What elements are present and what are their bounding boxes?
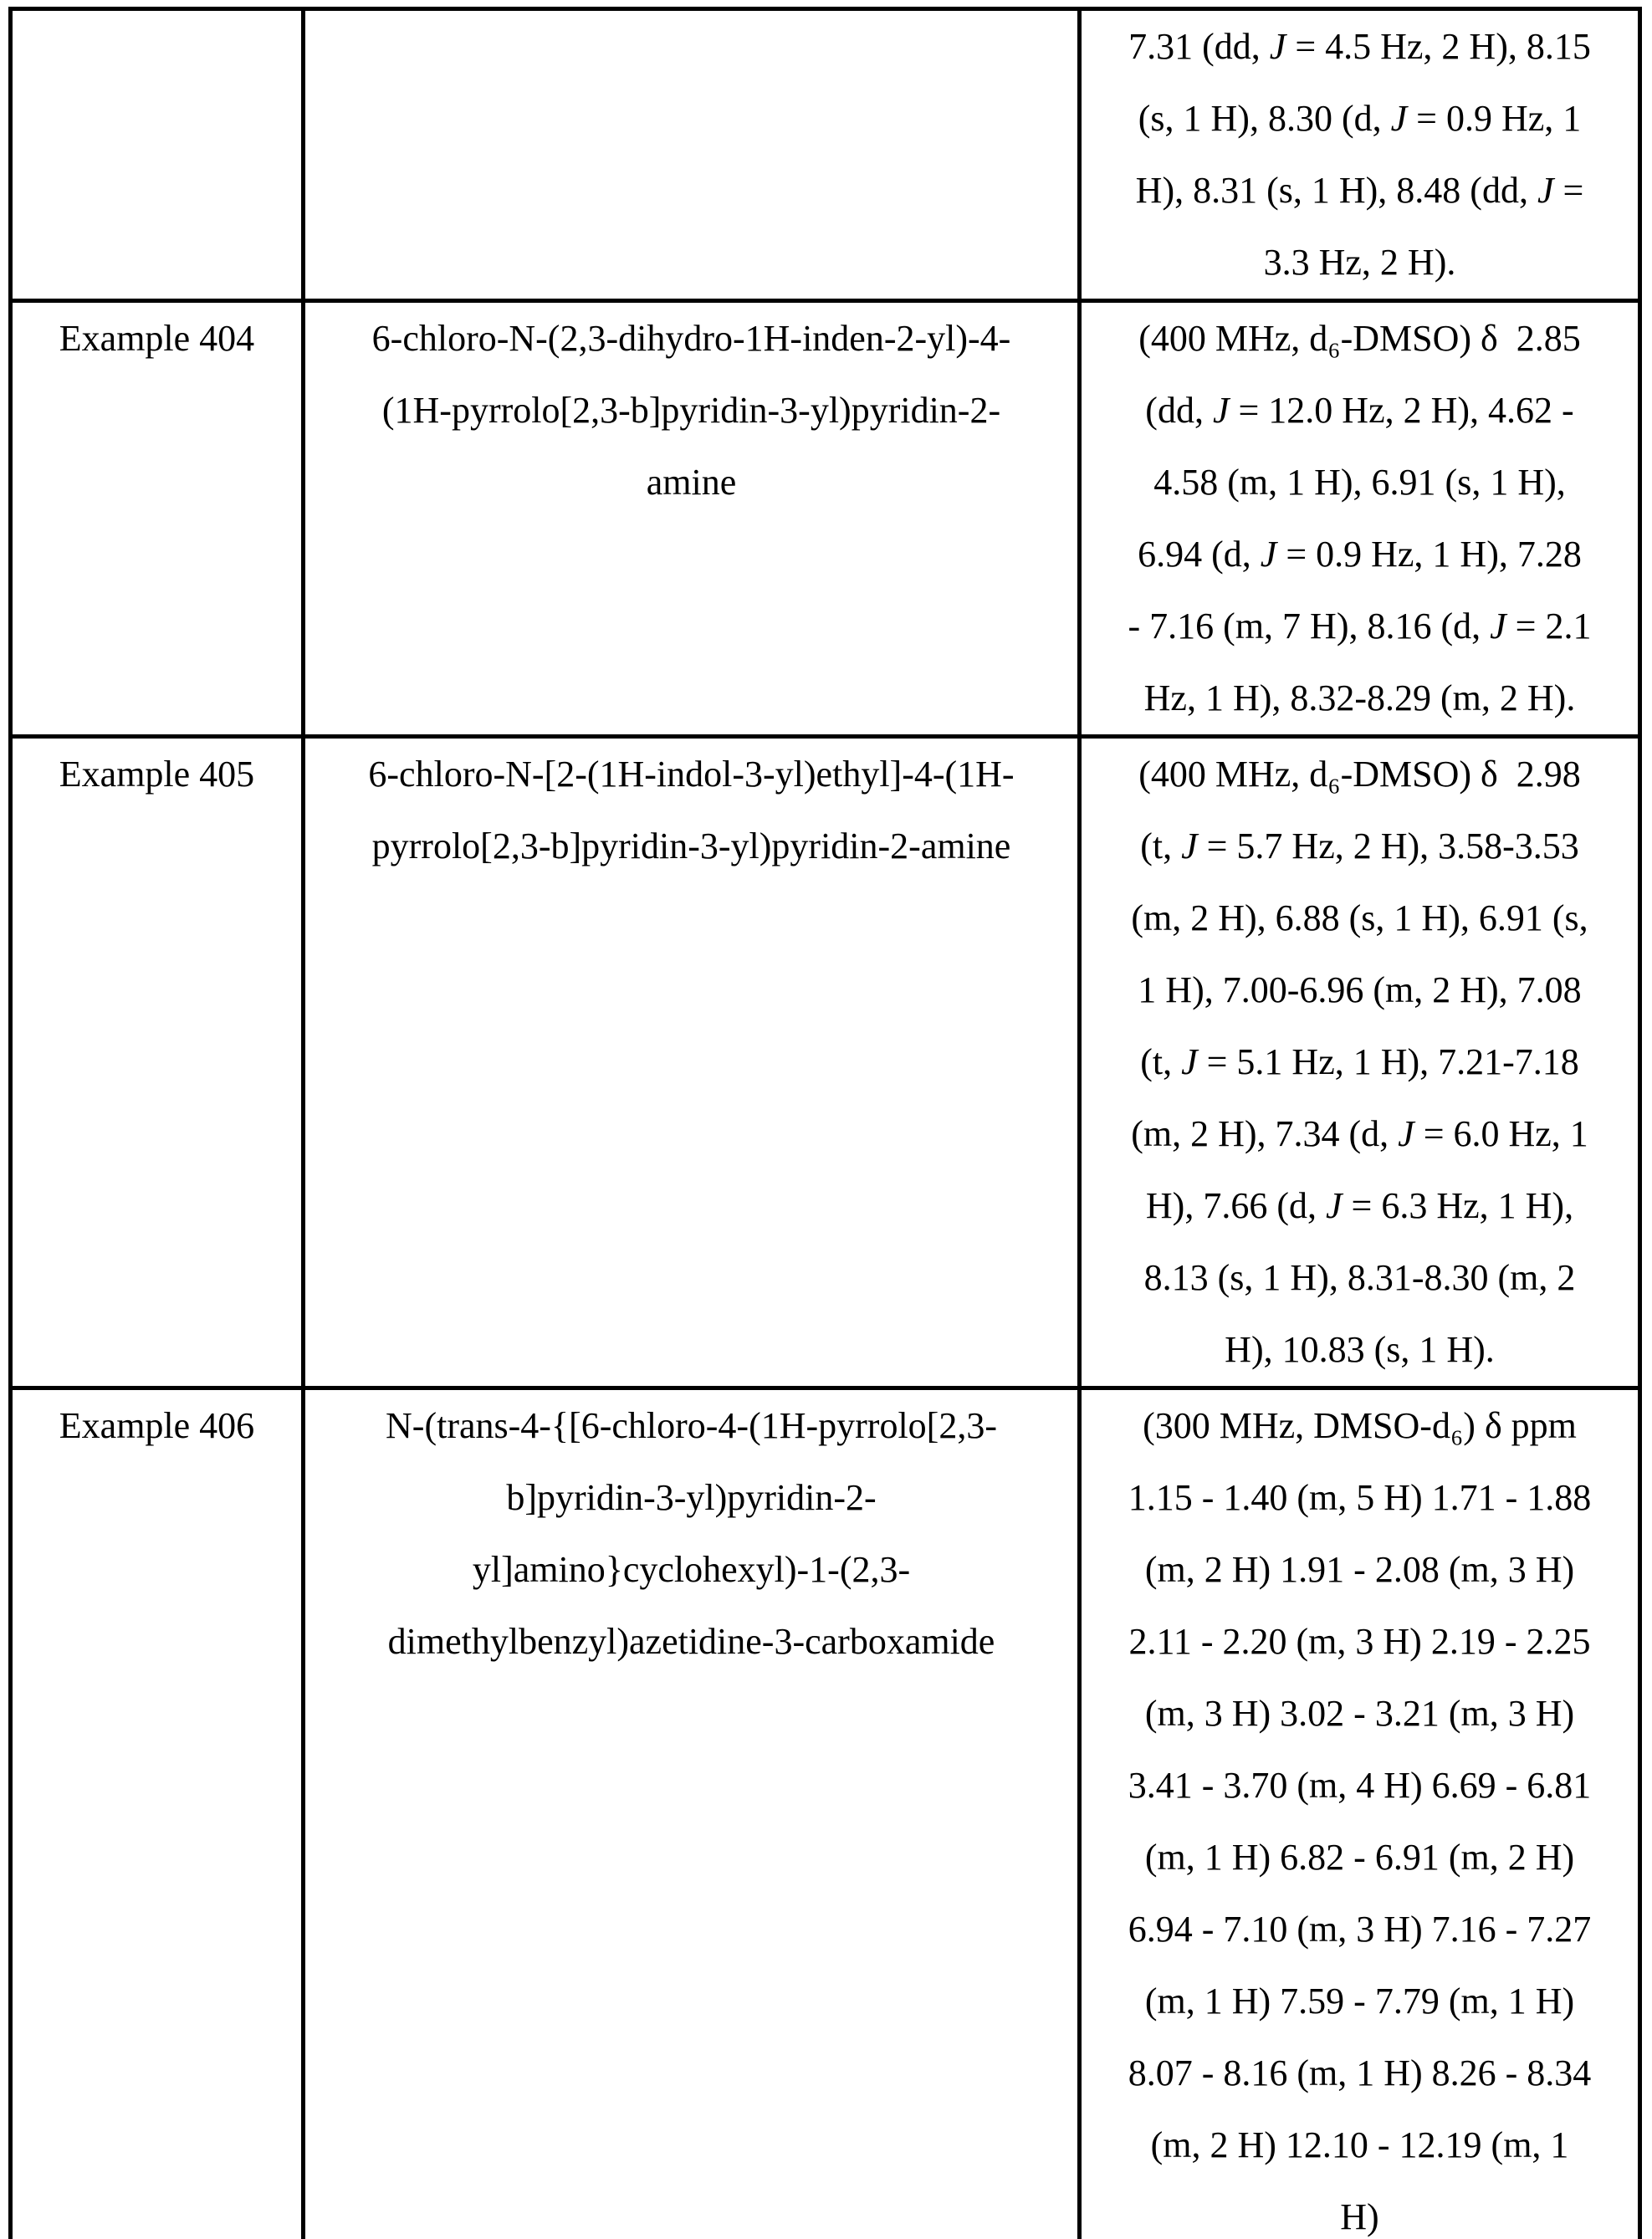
compound-name-cell: 6-chloro-N-[2-(1H-indol-3-yl)ethyl]-4-(1H- pyrrolo[2,3-b]pyridin-3-yl)pyridin-2-amine: [304, 737, 1080, 1388]
example-cell: Example 406: [11, 1388, 304, 2239]
table-row-example-406: [11, 1388, 1640, 2239]
example-cell: [11, 9, 304, 301]
compound-name-cell: 6-chloro-N-(2,3-dihydro-1H-inden-2-yl)-4- (1H-pyrrolo[2,3-b]pyridin-3-yl)pyridin-2- amine: [304, 301, 1080, 737]
table-row-example-404: [11, 301, 1640, 737]
nmr-examples-table: [8, 7, 1642, 2239]
example-cell: Example 405: [11, 737, 304, 1388]
example-cell: Example 404: [11, 301, 304, 737]
compound-name-cell: N-(trans-4-{[6-chloro-4-(1H-pyrrolo[2,3- b]pyridin-3-yl)pyridin-2- yl]amino}cyclohexyl)-1-(2,3- dimethylbenzyl)azetidine-3-carboxamide: [304, 1388, 1080, 2239]
compound-name-cell: [304, 9, 1080, 301]
nmr-data-cell: (400 MHz, d₆-DMSO) δ 2.98 (t, J = 5.7 Hz, 2 H), 3.58-3.53 (m, 2 H), 6.88 (s, 1 H), 6.91 (s, 1 H), 7.00-6.96 (m, 2 H), 7.08 (t, J = 5.1 Hz, 1 H), 7.21-7.18 (m, 2 H), 7.34 (d, J = 6.0 Hz, 1 H), 7.66 (d, J = 6.3 Hz, 1 H), 8.13 (s, 1 H), 8.31-8.30 (m, 2 H), 10.83 (s, 1 H).: [1080, 737, 1640, 1388]
table-row-example-405: [11, 737, 1640, 1388]
nmr-data-cell: (400 MHz, d₆-DMSO) δ 2.85 (dd, J = 12.0 Hz, 2 H), 4.62 - 4.58 (m, 1 H), 6.91 (s, 1 H), 6.94 (d, J = 0.9 Hz, 1 H), 7.28 - 7.16 (m, 7 H), 8.16 (d, J = 2.1 Hz, 1 H), 8.32-8.29 (m, 2 H).: [1080, 301, 1640, 737]
nmr-data-cell: 7.31 (dd, J = 4.5 Hz, 2 H), 8.15 (s, 1 H), 8.30 (d, J = 0.9 Hz, 1 H), 8.31 (s, 1 H), 8.48 (dd, J = 3.3 Hz, 2 H).: [1080, 9, 1640, 301]
table-row-continuation: [11, 9, 1640, 301]
nmr-data-cell: (300 MHz, DMSO-d₆) δ ppm 1.15 - 1.40 (m, 5 H) 1.71 - 1.88 (m, 2 H) 1.91 - 2.08 (m, 3 H) 2.11 - 2.20 (m, 3 H) 2.19 - 2.25 (m, 3 H) 3.02 - 3.21 (m, 3 H) 3.41 - 3.70 (m, 4 H) 6.69 - 6.81 (m, 1 H) 6.82 - 6.91 (m, 2 H) 6.94 - 7.10 (m, 3 H) 7.16 - 7.27 (m, 1 H) 7.59 - 7.79 (m, 1 H) 8.07 - 8.16 (m, 1 H) 8.26 - 8.34 (m, 2 H) 12.10 - 12.19 (m, 1 H): [1080, 1388, 1640, 2239]
